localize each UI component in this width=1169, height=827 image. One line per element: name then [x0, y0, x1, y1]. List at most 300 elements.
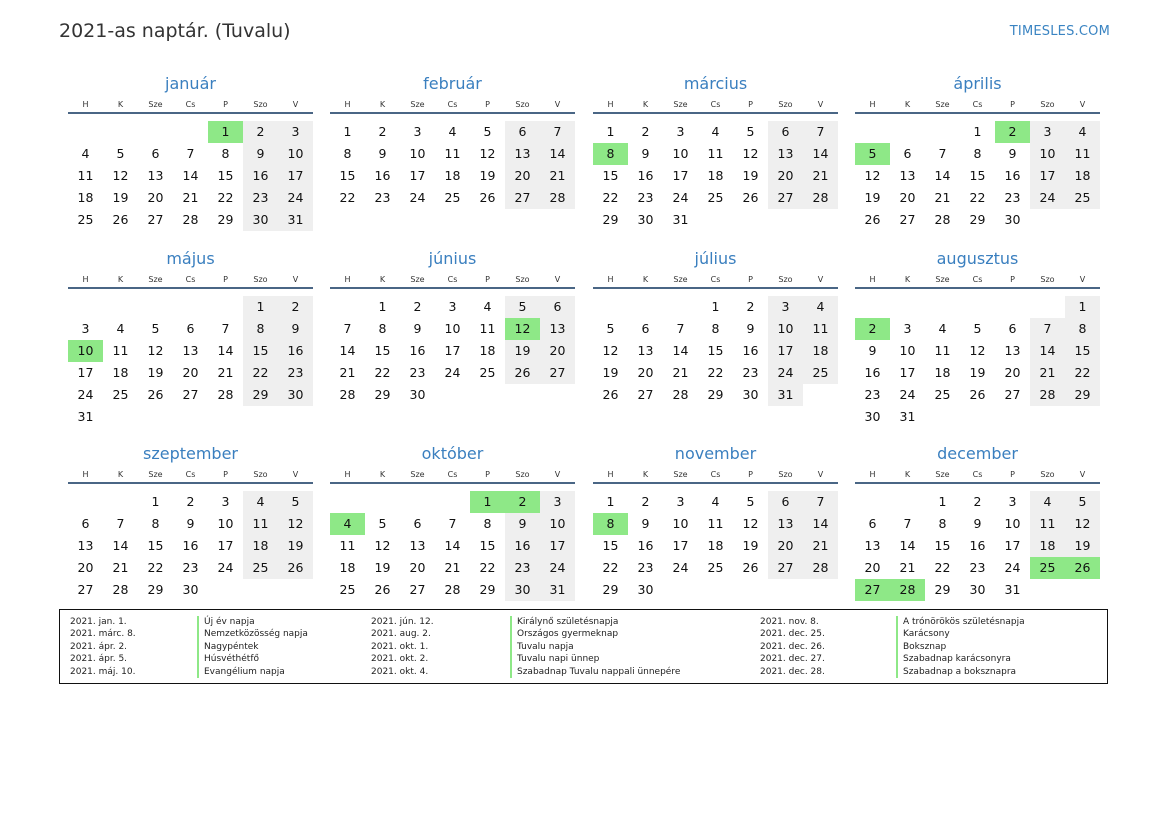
- legend-row: [371, 653, 701, 665]
- day-cell: 7: [938, 146, 947, 161]
- day-cell: 21: [217, 365, 234, 380]
- day-cell: 31: [672, 212, 689, 227]
- legend-row: [371, 628, 701, 640]
- day-cell: 17: [672, 168, 689, 183]
- month-name: március: [683, 74, 748, 93]
- day-cell: 15: [602, 538, 619, 553]
- day-cell: 20: [409, 560, 426, 575]
- day-cell: 16: [969, 538, 986, 553]
- weekday-label: K: [117, 470, 124, 479]
- day-cell: 30: [182, 582, 199, 597]
- day-cell: 2: [855, 318, 890, 340]
- holiday-name: Tuvalu napja: [510, 641, 574, 653]
- day-cell: 14: [934, 168, 951, 183]
- day-cell: 16: [637, 168, 654, 183]
- legend-row: [70, 666, 400, 678]
- month-3: [593, 74, 838, 244]
- day-cell: 13: [1004, 343, 1021, 358]
- weekday-label: Sze: [935, 470, 950, 479]
- day-cell: 12: [479, 146, 496, 161]
- day-cell: 25: [112, 387, 129, 402]
- day-cell: 28: [339, 387, 356, 402]
- day-cell: 21: [182, 190, 199, 205]
- weekday-label: Szo: [778, 470, 793, 479]
- day-cell: 5: [1065, 491, 1100, 513]
- day-cell: 19: [147, 365, 164, 380]
- day-cell: 23: [1004, 190, 1021, 205]
- weekday-label: V: [554, 470, 561, 479]
- day-cell: 3: [448, 299, 457, 314]
- day-cell: 21: [899, 560, 916, 575]
- weekday-label: V: [1079, 470, 1086, 479]
- weekday-label: H: [607, 470, 614, 479]
- month-12: [855, 444, 1100, 614]
- day-cell: 16: [374, 168, 391, 183]
- day-cell: 6: [151, 146, 160, 161]
- legend-row: [371, 616, 701, 628]
- day-cell: 9: [973, 516, 982, 531]
- day-cell: 28: [182, 212, 199, 227]
- weekday-label: K: [117, 100, 124, 109]
- weekday-label: P: [223, 275, 228, 284]
- holiday-date: 2021. aug. 2.: [371, 629, 431, 640]
- day-cell: 22: [707, 365, 724, 380]
- day-cell: 1: [208, 121, 243, 143]
- day-cell: 4: [803, 296, 838, 318]
- header-rule: [330, 287, 575, 289]
- holiday-legend: [59, 609, 1108, 684]
- weekday-label: H: [344, 470, 351, 479]
- day-cell: 16: [182, 538, 199, 553]
- day-cell: 15: [374, 343, 391, 358]
- day-cell: 1: [343, 124, 352, 139]
- day-cell: 15: [707, 343, 724, 358]
- day-cell: 2: [505, 491, 540, 513]
- day-cell: 11: [112, 343, 129, 358]
- day-cell: 5: [116, 146, 125, 161]
- legend-row: [371, 641, 701, 653]
- day-cell: 10: [540, 513, 575, 535]
- day-cell: 8: [378, 321, 387, 336]
- holiday-name: Királynő születésnapja: [510, 616, 618, 628]
- day-cell: 8: [221, 146, 230, 161]
- day-cell: 7: [803, 491, 838, 513]
- day-cell: 8: [593, 513, 628, 535]
- weekday-label: Szo: [1040, 275, 1055, 284]
- holiday-date: 2021. márc. 8.: [70, 629, 136, 640]
- weekday-label: Sze: [410, 275, 425, 284]
- holiday-date: 2021. dec. 28.: [760, 666, 825, 677]
- weekday-label: Cs: [185, 100, 196, 109]
- day-cell: 26: [602, 387, 619, 402]
- day-cell: 23: [864, 387, 881, 402]
- day-cell: 29: [602, 582, 619, 597]
- day-cell: 17: [540, 535, 575, 557]
- weekday-label: Szo: [515, 275, 530, 284]
- day-cell: 27: [768, 557, 803, 579]
- day-cell: 30: [409, 387, 426, 402]
- legend-row: [70, 641, 400, 653]
- month-name: január: [165, 74, 216, 93]
- day-cell: 13: [409, 538, 426, 553]
- day-cell: 13: [182, 343, 199, 358]
- holiday-date: 2021. dec. 26.: [760, 641, 825, 652]
- day-cell: 14: [182, 168, 199, 183]
- day-cell: 7: [343, 321, 352, 336]
- day-cell: 21: [444, 560, 461, 575]
- header-rule: [593, 482, 838, 484]
- day-cell: 9: [505, 513, 540, 535]
- day-cell: 24: [278, 187, 313, 209]
- day-cell: 8: [973, 146, 982, 161]
- day-cell: 5: [505, 296, 540, 318]
- day-cell: 1: [606, 494, 615, 509]
- day-cell: 16: [1004, 168, 1021, 183]
- day-cell: 17: [77, 365, 94, 380]
- weekday-label: P: [748, 100, 753, 109]
- weekday-label: Sze: [935, 275, 950, 284]
- day-cell: 5: [378, 516, 387, 531]
- day-cell: 22: [934, 560, 951, 575]
- day-cell: 2: [641, 494, 650, 509]
- day-cell: 23: [742, 365, 759, 380]
- weekday-label: P: [485, 470, 490, 479]
- day-cell: 13: [899, 168, 916, 183]
- weekday-label: Szo: [253, 275, 268, 284]
- day-cell: 30: [864, 409, 881, 424]
- day-cell: 2: [378, 124, 387, 139]
- day-cell: 27: [768, 187, 803, 209]
- day-cell: 15: [479, 538, 496, 553]
- day-cell: 26: [374, 582, 391, 597]
- site-link[interactable]: TIMESLES.COM: [1009, 24, 1110, 39]
- day-cell: 20: [505, 165, 540, 187]
- day-cell: 21: [803, 165, 838, 187]
- day-cell: 11: [934, 343, 951, 358]
- day-cell: 18: [444, 168, 461, 183]
- day-cell: 1: [470, 491, 505, 513]
- day-cell: 24: [768, 362, 803, 384]
- day-cell: 22: [1065, 362, 1100, 384]
- day-cell: 20: [637, 365, 654, 380]
- day-cell: 4: [711, 124, 720, 139]
- day-cell: 1: [378, 299, 387, 314]
- day-cell: 5: [278, 491, 313, 513]
- month-name: december: [937, 444, 1018, 463]
- day-cell: 22: [339, 190, 356, 205]
- legend-row: [760, 628, 1090, 640]
- day-cell: 18: [1065, 165, 1100, 187]
- day-cell: 3: [413, 124, 422, 139]
- day-cell: 20: [77, 560, 94, 575]
- day-cell: 27: [855, 579, 890, 601]
- weekday-label: Sze: [148, 470, 163, 479]
- day-cell: 19: [742, 538, 759, 553]
- holiday-name: Szabadnap karácsonyra: [896, 653, 1011, 665]
- day-cell: 18: [339, 560, 356, 575]
- holiday-date: 2021. okt. 2.: [371, 654, 429, 665]
- weekday-label: V: [554, 275, 561, 284]
- day-cell: 14: [803, 143, 838, 165]
- day-cell: 24: [77, 387, 94, 402]
- holiday-name: Boksznap: [896, 641, 946, 653]
- month-10: [330, 444, 575, 614]
- day-cell: 24: [540, 557, 575, 579]
- day-cell: 20: [768, 165, 803, 187]
- day-cell: 12: [112, 168, 129, 183]
- day-cell: 30: [243, 209, 278, 231]
- day-cell: 18: [243, 535, 278, 557]
- day-cell: 17: [444, 343, 461, 358]
- day-cell: 15: [934, 538, 951, 553]
- legend-column: [760, 616, 1090, 678]
- day-cell: 9: [186, 516, 195, 531]
- header-rule: [855, 287, 1100, 289]
- day-cell: 28: [672, 387, 689, 402]
- weekday-label: Szo: [1040, 100, 1055, 109]
- day-cell: 19: [374, 560, 391, 575]
- day-cell: 4: [81, 146, 90, 161]
- legend-row: [760, 641, 1090, 653]
- day-cell: 1: [151, 494, 160, 509]
- day-cell: 17: [768, 340, 803, 362]
- day-cell: 19: [1065, 535, 1100, 557]
- month-7: [593, 249, 838, 419]
- day-cell: 12: [742, 516, 759, 531]
- day-cell: 10: [1004, 516, 1021, 531]
- day-cell: 14: [672, 343, 689, 358]
- day-cell: 10: [278, 143, 313, 165]
- day-cell: 9: [1008, 146, 1017, 161]
- day-cell: 18: [803, 340, 838, 362]
- day-cell: 13: [147, 168, 164, 183]
- weekday-label: V: [554, 100, 561, 109]
- weekday-label: Sze: [410, 470, 425, 479]
- day-cell: 8: [151, 516, 160, 531]
- day-cell: 25: [1030, 557, 1065, 579]
- weekday-label: P: [223, 100, 228, 109]
- day-cell: 24: [409, 190, 426, 205]
- day-cell: 10: [409, 146, 426, 161]
- holiday-name: Nagypéntek: [197, 641, 259, 653]
- day-cell: 5: [483, 124, 492, 139]
- day-cell: 20: [899, 190, 916, 205]
- day-cell: 27: [899, 212, 916, 227]
- weekday-label: P: [1010, 275, 1015, 284]
- day-cell: 28: [803, 187, 838, 209]
- day-cell: 26: [742, 560, 759, 575]
- day-cell: 30: [637, 212, 654, 227]
- day-cell: 25: [934, 387, 951, 402]
- day-cell: 24: [1030, 187, 1065, 209]
- weekday-label: Sze: [148, 100, 163, 109]
- holiday-name: Evangélium napja: [197, 666, 285, 678]
- day-cell: 31: [278, 209, 313, 231]
- day-cell: 23: [505, 557, 540, 579]
- weekday-label: Szo: [778, 275, 793, 284]
- day-cell: 17: [409, 168, 426, 183]
- day-cell: 23: [969, 560, 986, 575]
- day-cell: 17: [899, 365, 916, 380]
- day-cell: 14: [899, 538, 916, 553]
- day-cell: 8: [593, 143, 628, 165]
- header-rule: [330, 112, 575, 114]
- weekday-label: K: [642, 470, 649, 479]
- day-cell: 29: [969, 212, 986, 227]
- day-cell: 2: [641, 124, 650, 139]
- day-cell: 24: [1004, 560, 1021, 575]
- month-9: [68, 444, 313, 614]
- legend-row: [760, 653, 1090, 665]
- day-cell: 21: [934, 190, 951, 205]
- day-cell: 4: [116, 321, 125, 336]
- day-cell: 5: [973, 321, 982, 336]
- day-cell: 15: [217, 168, 234, 183]
- weekday-label: Szo: [1040, 470, 1055, 479]
- day-cell: 28: [1030, 384, 1065, 406]
- weekday-label: Szo: [778, 100, 793, 109]
- day-cell: 25: [243, 557, 278, 579]
- weekday-label: Cs: [972, 470, 983, 479]
- day-cell: 29: [374, 387, 391, 402]
- holiday-name: Karácsony: [896, 628, 950, 640]
- day-cell: 18: [112, 365, 129, 380]
- day-cell: 5: [606, 321, 615, 336]
- day-cell: 31: [1004, 582, 1021, 597]
- day-cell: 1: [938, 494, 947, 509]
- day-cell: 16: [864, 365, 881, 380]
- day-cell: 18: [707, 168, 724, 183]
- day-cell: 7: [221, 321, 230, 336]
- day-cell: 26: [969, 387, 986, 402]
- day-cell: 14: [540, 143, 575, 165]
- day-cell: 6: [641, 321, 650, 336]
- day-cell: 16: [409, 343, 426, 358]
- day-cell: 9: [413, 321, 422, 336]
- day-cell: 14: [1030, 340, 1065, 362]
- day-cell: 28: [217, 387, 234, 402]
- weekday-label: K: [117, 275, 124, 284]
- holiday-date: 2021. jan. 1.: [70, 617, 127, 627]
- day-cell: 31: [768, 384, 803, 406]
- day-cell: 6: [81, 516, 90, 531]
- day-cell: 3: [1030, 121, 1065, 143]
- day-cell: 12: [1065, 513, 1100, 535]
- day-cell: 26: [505, 362, 540, 384]
- day-cell: 12: [374, 538, 391, 553]
- legend-row: [760, 616, 1090, 628]
- day-cell: 2: [243, 121, 278, 143]
- day-cell: 27: [147, 212, 164, 227]
- day-cell: 8: [1065, 318, 1100, 340]
- weekday-label: K: [904, 275, 911, 284]
- day-cell: 6: [1008, 321, 1017, 336]
- day-cell: 29: [934, 582, 951, 597]
- weekday-label: Cs: [972, 275, 983, 284]
- day-cell: 22: [243, 362, 278, 384]
- day-cell: 8: [243, 318, 278, 340]
- day-cell: 12: [864, 168, 881, 183]
- day-cell: 15: [243, 340, 278, 362]
- day-cell: 19: [505, 340, 540, 362]
- day-cell: 23: [243, 187, 278, 209]
- header-rule: [68, 112, 313, 114]
- weekday-label: P: [1010, 100, 1015, 109]
- day-cell: 17: [278, 165, 313, 187]
- weekday-label: V: [1079, 100, 1086, 109]
- day-cell: 29: [602, 212, 619, 227]
- day-cell: 16: [637, 538, 654, 553]
- day-cell: 11: [77, 168, 94, 183]
- weekday-label: K: [379, 100, 386, 109]
- legend-row: [760, 666, 1090, 678]
- header-rule: [68, 287, 313, 289]
- day-cell: 15: [602, 168, 619, 183]
- weekday-label: Cs: [185, 470, 196, 479]
- weekday-label: V: [292, 275, 299, 284]
- day-cell: 5: [855, 143, 890, 165]
- month-4: [855, 74, 1100, 244]
- day-cell: 27: [1004, 387, 1021, 402]
- day-cell: 4: [711, 494, 720, 509]
- day-cell: 22: [479, 560, 496, 575]
- day-cell: 26: [479, 190, 496, 205]
- weekday-label: P: [223, 470, 228, 479]
- day-cell: 29: [243, 384, 278, 406]
- day-cell: 13: [768, 143, 803, 165]
- day-cell: 22: [374, 365, 391, 380]
- day-cell: 13: [637, 343, 654, 358]
- day-cell: 4: [483, 299, 492, 314]
- weekday-label: H: [607, 100, 614, 109]
- day-cell: 27: [637, 387, 654, 402]
- day-cell: 11: [339, 538, 356, 553]
- weekday-label: K: [904, 100, 911, 109]
- day-cell: 17: [217, 538, 234, 553]
- day-cell: 6: [903, 146, 912, 161]
- day-cell: 30: [278, 384, 313, 406]
- weekday-label: Sze: [673, 275, 688, 284]
- day-cell: 2: [186, 494, 195, 509]
- day-cell: 12: [278, 513, 313, 535]
- page-title: 2021-as naptár. (Tuvalu): [59, 20, 291, 42]
- holiday-date: 2021. nov. 8.: [760, 617, 819, 627]
- day-cell: 7: [540, 121, 575, 143]
- weekday-label: V: [817, 275, 824, 284]
- month-name: szeptember: [142, 444, 238, 463]
- weekday-label: Sze: [673, 100, 688, 109]
- holiday-name: Új év napja: [197, 616, 255, 628]
- day-cell: 29: [1065, 384, 1100, 406]
- holiday-name: Nemzetközösség napja: [197, 628, 308, 640]
- day-cell: 19: [969, 365, 986, 380]
- day-cell: 22: [602, 560, 619, 575]
- holiday-name: Szabadnap Tuvalu nappali ünnepére: [510, 666, 680, 678]
- day-cell: 13: [540, 318, 575, 340]
- day-cell: 13: [505, 143, 540, 165]
- day-cell: 25: [444, 190, 461, 205]
- day-cell: 23: [409, 365, 426, 380]
- day-cell: 13: [77, 538, 94, 553]
- weekday-label: Cs: [447, 470, 458, 479]
- day-cell: 9: [868, 343, 877, 358]
- month-1: [68, 74, 313, 244]
- weekday-label: Cs: [710, 275, 721, 284]
- holiday-date: 2021. ápr. 5.: [70, 654, 128, 665]
- header-rule: [855, 482, 1100, 484]
- day-cell: 5: [746, 494, 755, 509]
- day-cell: 11: [1065, 143, 1100, 165]
